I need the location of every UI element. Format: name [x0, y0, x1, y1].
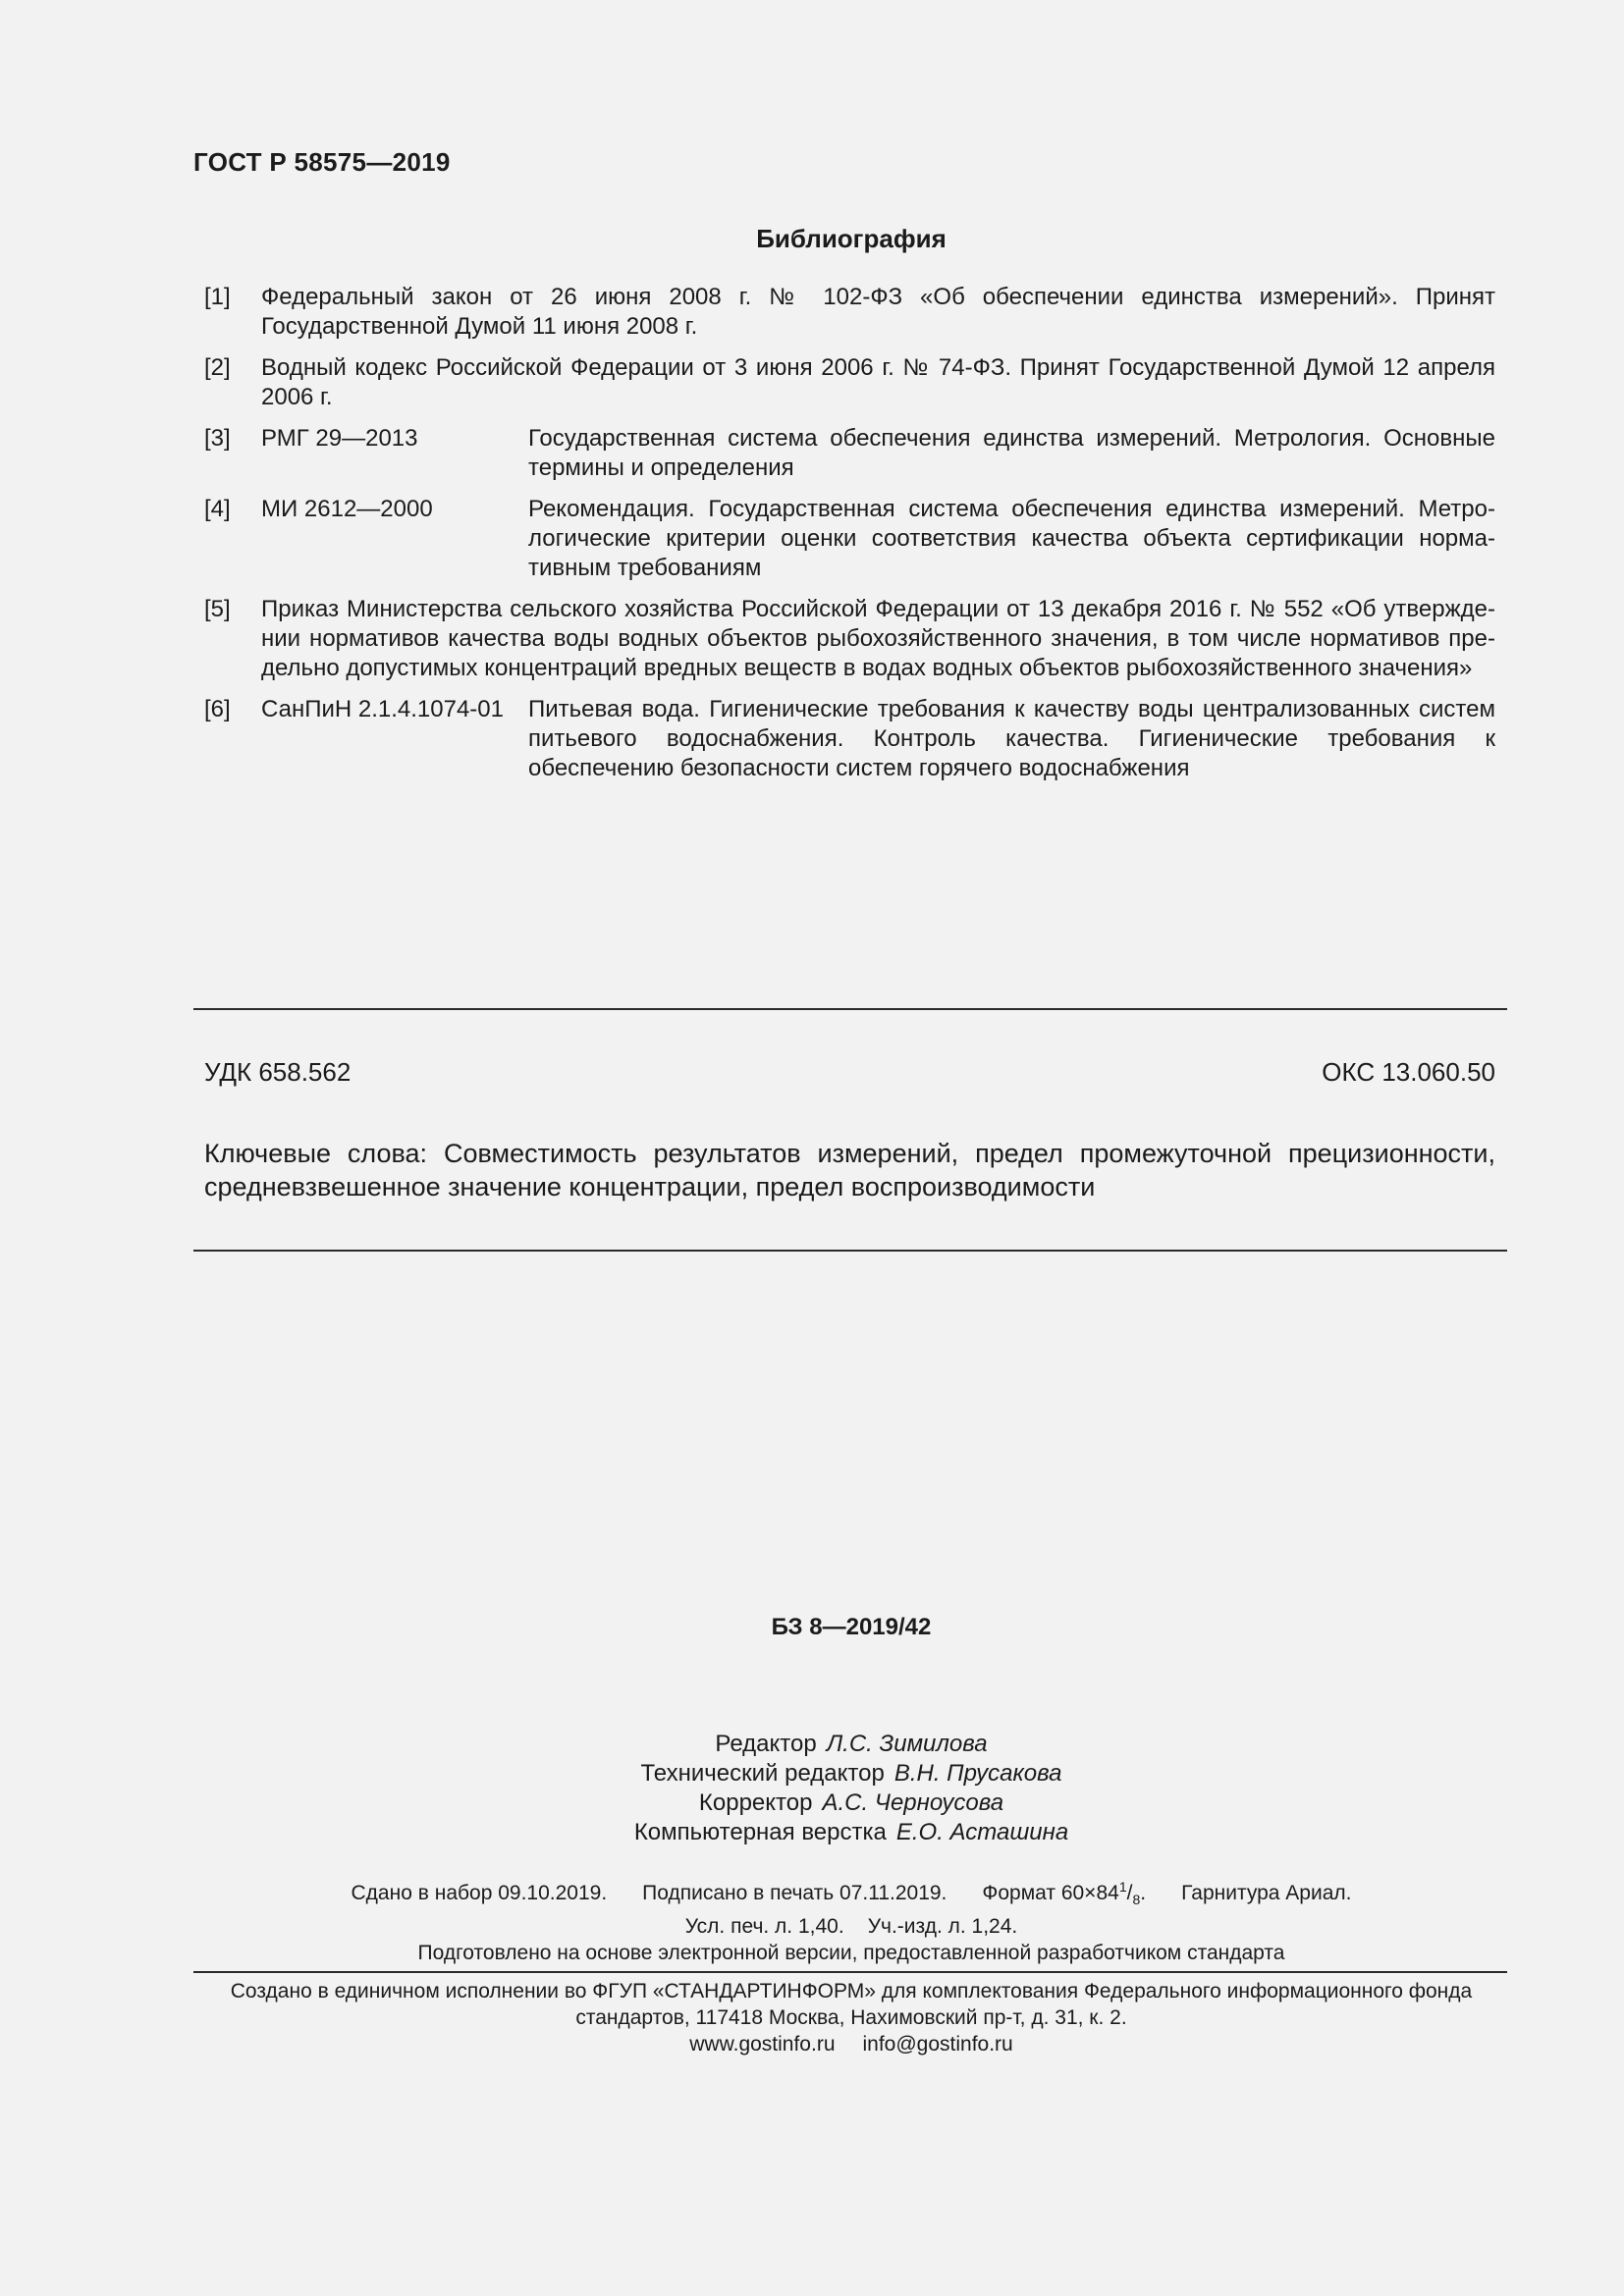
entry-text: Рекомендация. Государственная система обеспечения единства измерений. Метрологические критерии оценки соответствия качества объекта сертификации нормативным требованиям: [528, 496, 1495, 581]
typeset-date: Сдано в набор 09.10.2019.: [351, 1882, 608, 1904]
imprint-block: [0, 1874, 1624, 1966]
pub-sheets: Уч.-изд. л. 1,24.: [867, 1915, 1018, 1939]
oks-code: ОКС 13.060.50: [1322, 1057, 1495, 1087]
entry-text: Государственная система обеспечения единства измерений. Метрология. Основные термины и определения: [528, 425, 1495, 481]
credit-role: Компьютерная верстка: [633, 1819, 887, 1845]
footer-contacts: [0, 2031, 1624, 2057]
prepared-note: Подготовлено на основе электронной версии, предоставленной разработчиком стандарта: [417, 1942, 1285, 1965]
entry-code: МИ 2612—2000: [261, 496, 433, 522]
credit-role: Редактор: [715, 1731, 817, 1757]
format-value: Формат $60\times 84^1/_8$.: [982, 1879, 1147, 1908]
divider-bottom: [193, 1250, 1507, 1252]
document-code-header: ГОСТ Р 58575—2019: [193, 147, 451, 177]
entry-text: Федеральный закон от 26 июня 2008 г. № 102-ФЗ «Об обеспечении единства измерений». Принят Государственной Думой 11 июня 2008 г.: [261, 284, 1495, 340]
credit-name: Л.С. Зимилова: [826, 1731, 988, 1757]
footer-line-2: стандартов, 117418 Москва, Нахимовский пр-т, д. 31, к. 2.: [575, 2006, 1127, 2029]
bibliography-entry: [204, 424, 1495, 483]
bibliography-entry: [204, 353, 1495, 412]
credit-name: А.С. Черноусова: [822, 1789, 1004, 1816]
bz-number: БЗ 8—2019/42: [771, 1614, 932, 1640]
email-link[interactable]: info@gostinfo.ru: [862, 2033, 1013, 2056]
credit-line: [0, 1789, 1624, 1818]
entry-number: [4]: [204, 496, 231, 522]
entry-text: Водный кодекс Российской Федерации от 3 июня 2006 г. № 74-ФЗ. Принят Государственной Думой 12 апреля 2006 г.: [261, 354, 1495, 410]
website-link[interactable]: www.gostinfo.ru: [689, 2033, 836, 2056]
bibliography-list: [204, 283, 1495, 795]
entry-number: [1]: [204, 284, 231, 310]
imprint-line-1: [0, 1874, 1624, 1913]
entry-number: [5]: [204, 596, 231, 622]
typeface-value: Гарнитура Ариал.: [1181, 1882, 1352, 1904]
credit-line: [0, 1759, 1624, 1789]
credit-name: Е.О. Асташина: [895, 1819, 1069, 1845]
bibliography-entry: [204, 595, 1495, 683]
imprint-line-2: [0, 1913, 1624, 1940]
print-sheets: Усл. печ. л. 1,40.: [684, 1915, 844, 1939]
credit-role: Технический редактор: [640, 1760, 885, 1787]
credits-block: [0, 1730, 1624, 1847]
bibliography-title: Библиография: [756, 224, 947, 253]
credit-name: В.Н. Прусакова: [893, 1760, 1062, 1787]
footer-divider: [193, 1971, 1507, 1973]
divider-top: [193, 1008, 1507, 1010]
entry-text: Питьевая вода. Гигиенические требования к качеству воды централизованных систем питьевого водоснабжения. Контроль качества. Гигиенические требования к обеспечению безопасности систем горячего водоснабжения: [528, 696, 1495, 781]
bibliography-entry: [204, 283, 1495, 342]
footer-line-1: Создано в единичном исполнении во ФГУП «СТАНДАРТИНФОРМ» для комплектования Федерального информационного фонда: [230, 1980, 1473, 2002]
keywords-paragraph: Ключевые слова: Совместимость результатов измерений, предел промежуточной прецизионности, средневзвешенное значение концентрации, предел воспроизводимости: [204, 1139, 1495, 1201]
bibliography-entry: [204, 695, 1495, 783]
entry-code: РМГ 29—2013: [261, 425, 418, 452]
bibliography-entry: [204, 495, 1495, 583]
credit-line: [0, 1818, 1624, 1847]
credit-role: Корректор: [698, 1789, 813, 1816]
entry-text: Приказ Министерства сельского хозяйства Российской Федерации от 13 декабря 2016 г. № 552 «Об утверждении нормативов качества воды водных объектов рыбохозяйственного значения, в том числе нормативов предельно допустимых концентраций вредных веществ в водах водных объектов рыбохозяйственного значения»: [261, 596, 1495, 681]
signed-date: Подписано в печать 07.11.2019.: [642, 1882, 947, 1904]
publisher-footer: [0, 1978, 1624, 2057]
entry-number: [3]: [204, 425, 231, 452]
entry-code: СанПиН 2.1.4.1074-01: [261, 696, 504, 722]
entry-number: [2]: [204, 354, 231, 381]
credit-line: [0, 1730, 1624, 1759]
udk-code: УДК 658.562: [204, 1057, 352, 1087]
entry-number: [6]: [204, 696, 231, 722]
